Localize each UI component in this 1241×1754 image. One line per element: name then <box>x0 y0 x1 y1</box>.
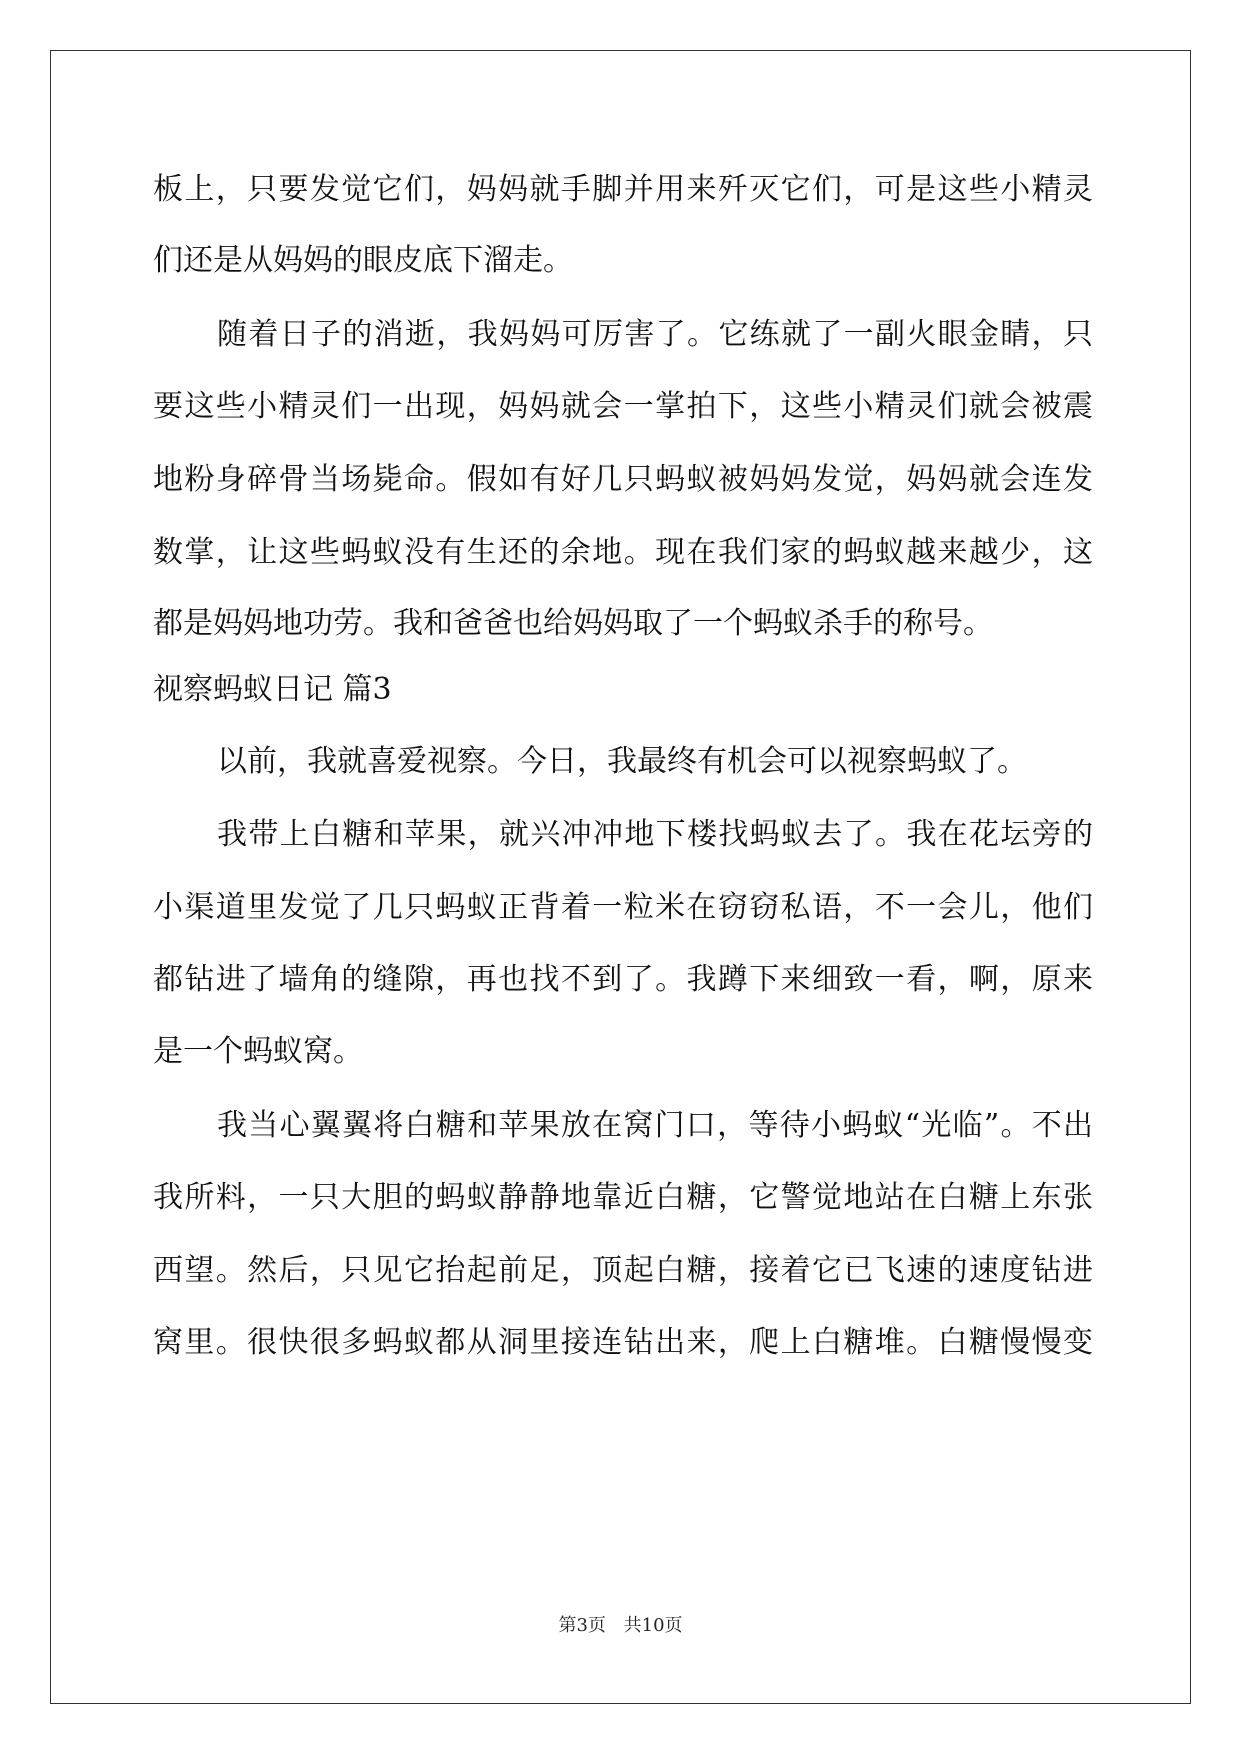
text-line: 我当心翼翼将白糖和苹果放在窝门口，等待小蚂蚁“光临”。不出 <box>217 1108 1093 1143</box>
page-total: 共10页 <box>623 1615 683 1636</box>
text-line: 板上，只要发觉它们，妈妈就手脚并用来歼灭它们，可是这些小精灵 <box>153 172 1093 207</box>
text-line: 是一个蚂蚁窝。 <box>153 1034 363 1069</box>
text-line: 西望。然后，只见它抬起前足，顶起白糖，接着它已飞速的速度钻进 <box>153 1253 1093 1288</box>
page-footer <box>0 1611 1241 1637</box>
text-line: 要这些小精灵们一出现，妈妈就会一掌拍下，这些小精灵们就会被震 <box>153 389 1093 424</box>
text-line: 数掌，让这些蚂蚁没有生还的余地。现在我们家的蚂蚁越来越少，这 <box>153 535 1093 570</box>
text-line: 随着日子的消逝，我妈妈可厉害了。它练就了一副火眼金睛，只 <box>217 317 1093 352</box>
text-line: 以前，我就喜爱视察。今日，我最终有机会可以视察蚂蚁了。 <box>217 744 1027 779</box>
text-line: 我带上白糖和苹果，就兴冲冲地下楼找蚂蚁去了。我在花坛旁的 <box>217 817 1093 852</box>
section-heading: 视察蚂蚁日记 篇3 <box>153 672 392 707</box>
text-line: 窝里。很快很多蚂蚁都从洞里接连钻出来，爬上白糖堆。白糖慢慢变 <box>153 1325 1093 1360</box>
text-line: 地粉身碎骨当场毙命。假如有好几只蚂蚁被妈妈发觉，妈妈就会连发 <box>153 462 1093 497</box>
page-border <box>50 50 1191 1704</box>
text-line: 都是妈妈地功劳。我和爸爸也给妈妈取了一个蚂蚁杀手的称号。 <box>153 606 993 641</box>
text-line: 我所料，一只大胆的蚂蚁静静地靠近白糖，它警觉地站在白糖上东张 <box>153 1180 1093 1215</box>
text-line: 小渠道里发觉了几只蚂蚁正背着一粒米在窃窃私语，不一会儿，他们 <box>153 890 1093 925</box>
page-number: 第3页 <box>558 1615 606 1636</box>
text-line: 们还是从妈妈的眼皮底下溜走。 <box>153 243 573 278</box>
text-line: 都钻进了墙角的缝隙，再也找不到了。我蹲下来细致一看，啊，原来 <box>153 962 1093 997</box>
